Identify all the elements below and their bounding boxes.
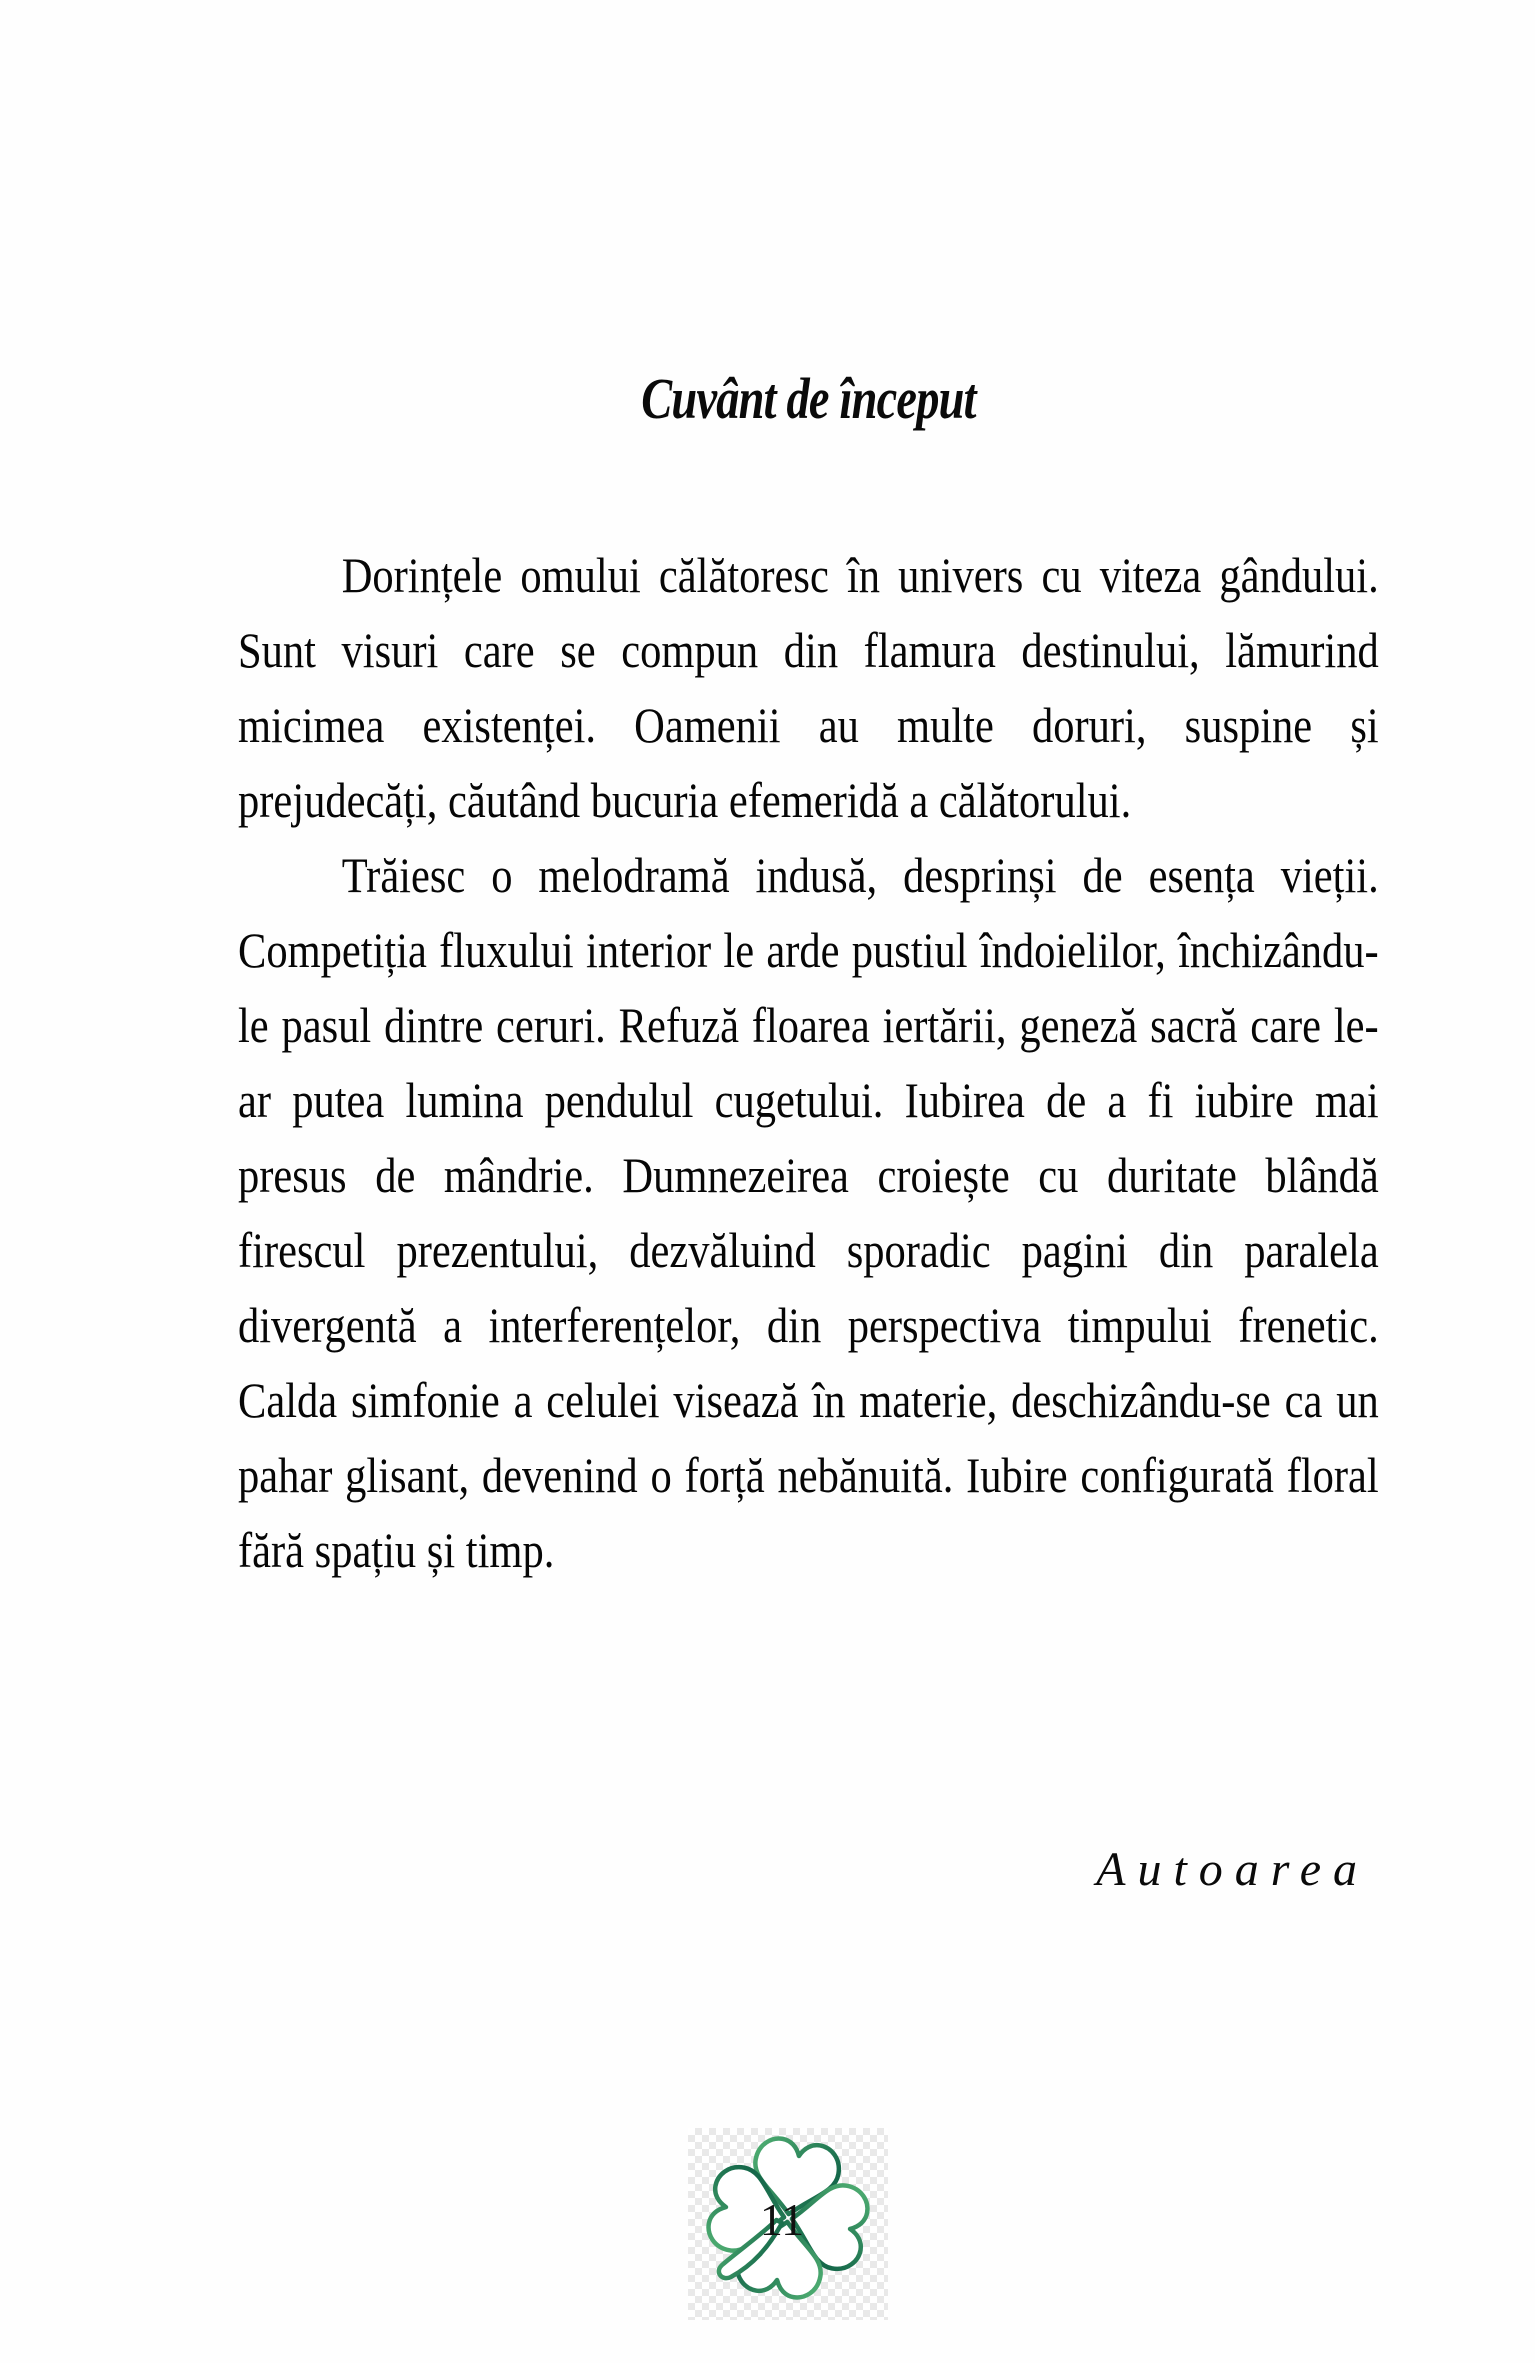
paragraph: Dorințele omului călătoresc în univers cu viteza gândului. Sunt visuri care se compun din flamura destinului, lămurind micimea existenței. Oamenii au multe doruri, suspine și prejudecăți, căutând bucuria efemeridă a călătorului.	[238, 547, 1379, 828]
body-text	[238, 538, 1379, 1588]
chapter-title: Cuvânt de început	[641, 365, 976, 431]
author-signature: Autoarea	[1096, 1843, 1369, 1896]
paragraph: Trăiesc o melodramă indusă, desprinși de esența vieții. Competiția fluxului interior le arde pustiul îndoielilor, închizându-le pasul dintre ceruri. Refuză floarea iertării, geneză sacră care le-ar putea lumina pendulul cugetului. Iubirea de a fi iubire mai presus de mândrie. Dumnezeirea croiește cu duritate blândă firescul prezentului, dezvăluind sporadic pagini din paralela divergentă a interferențelor, din perspectiva timpului frenetic. Calda simfonie a celulei visează în materie, deschizându-se ca un pahar glisant, devenind o forță nebănuită. Iubire configurată floral fără spațiu și timp.	[238, 847, 1379, 1578]
page-ornament	[688, 2128, 888, 2320]
page-number: 11	[759, 2193, 805, 2245]
